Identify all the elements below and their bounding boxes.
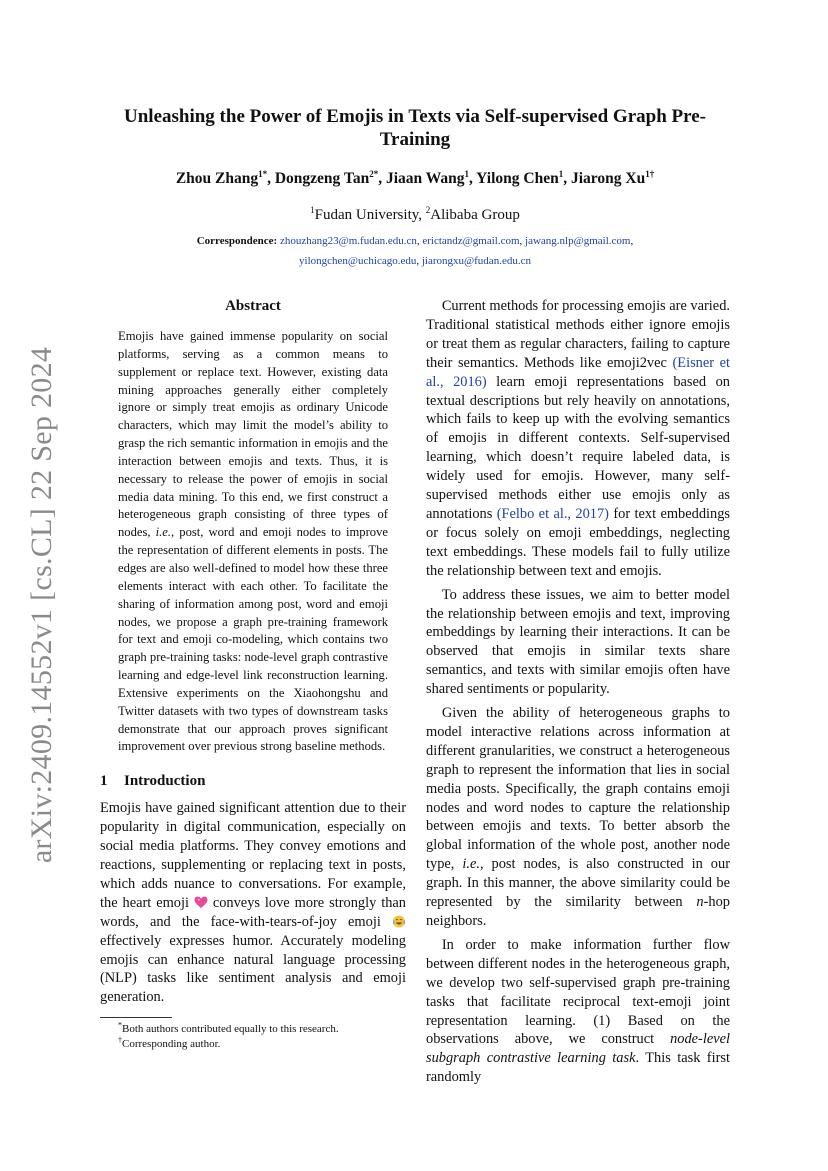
citation-link[interactable]: (Eisner et al., 2016) bbox=[426, 354, 730, 390]
affil-mark: 2 bbox=[425, 205, 431, 215]
body-paragraph: To address these issues, we aim to better model the relationship between emojis and text, improving embeddings by learning their interactions. It can be observed that emojis in similar texts share semantics, and texts with similar emojis often have shared sentiments or popularity. bbox=[426, 586, 730, 698]
footnote: *Both authors contributed equally to this research. bbox=[118, 1020, 339, 1036]
email-link[interactable]: jawang.nlp@gmail.com bbox=[525, 235, 631, 247]
correspondence-label: Correspondence: bbox=[196, 235, 278, 247]
author-mark: 2* bbox=[369, 168, 379, 179]
footnote: †Corresponding author. bbox=[118, 1035, 221, 1051]
left-column bbox=[100, 297, 406, 1052]
abstract-text: Emojis have gained immense popularity on social platforms, serving as a common means to supplement or replace text. However, existing data mining approaches generally either completely ignore or simply treat emojis as ordinary Unicode characters, which may limit the model’s ability to grasp the rich semantic information in emojis and the interaction between emojis and texts. Thus, it is necessary to release the power of emojis in social media data mining. To this end, we first construct a heterogeneous graph consisting of three types of nodes, i.e., post, word and emoji nodes to improve the representation of different elements in posts. The edges are also well-defined to model how these three elements interact with each other. To facilitate the sharing of information among post, word and emoji nodes, we propose a graph pre-training framework for text and emoji co-modeling, which contains two graph pre-training tasks: node-level graph contrastive learning and edge-level link reconstruction learning. Extensive experiments on the Xiaohongshu and Twitter datasets with two types of downstream tasks demonstrate that our approach proves significant improvement over previous strong baseline methods. bbox=[118, 329, 388, 754]
author-name: Dongzeng Tan bbox=[274, 170, 370, 187]
body-paragraph: In order to make information further flow between different nodes in the heterogeneous graph, we develop two self-supervised graph pre-training tasks that facilitate reciprocal text-emoji joint representation learning. (1) Based on the observations above, we construct node-level subgraph contrastive learning task. This task first randomly bbox=[426, 936, 730, 1086]
section-heading: 1 Introduction bbox=[100, 773, 206, 790]
author-mark: 1 bbox=[464, 168, 469, 179]
arxiv-id: arXiv:2409.14552v1 [cs.CL] 22 Sep 2024 bbox=[25, 346, 58, 864]
email-link[interactable]: erictandz@gmail.com bbox=[422, 235, 520, 247]
intro-paragraph: Emojis have gained significant attention due to their popularity in digital communication, especially on social media platforms. They convey emotions and reactions, supplementing or replacing text in posts, which adds nuance to conversations. For example, the heart emoji conveys love more strongly than words, and the face-with-tears-of-joy emoji effectively expresses humor. Accurately modeling emojis can enhance natural language processing (NLP) tasks like sentiment analysis and emoji generation. bbox=[100, 800, 406, 1006]
footnote-rule bbox=[100, 1017, 172, 1018]
author-mark: 1* bbox=[258, 168, 268, 179]
email-link[interactable]: jiarongxu@fudan.edu.cn bbox=[421, 255, 531, 267]
paper-title: Unleashing the Power of Emojis in Texts via Self-supervised Graph Pre-Training bbox=[124, 106, 706, 150]
affiliation: Fudan University bbox=[314, 207, 419, 223]
abstract-heading: Abstract bbox=[225, 298, 281, 314]
affiliations: $^1$Fudan University, $^2$Alibaba Group bbox=[310, 205, 520, 223]
author-mark: 1† bbox=[645, 168, 655, 179]
right-column bbox=[426, 297, 730, 1087]
correspondence: Correspondence: zhouzhang23@m.fudan.edu.cn, erictandz@gmail.com, jawang.nlp@gmail.com, yilongchen@uchicago.edu, jiarongxu@fudan.edu.cn bbox=[196, 235, 634, 267]
heart-emoji-icon bbox=[194, 896, 208, 909]
arxiv-watermark bbox=[22, 346, 62, 864]
face-with-tears-of-joy-icon bbox=[392, 915, 406, 928]
body-paragraph: Given the ability of heterogeneous graphs to model interactive relations across information at different granularities, we construct a heterogeneous graph to represent the information that lies in social media posts. Specifically, the graph contains emoji nodes and word nodes to capture the relationship between emojis and texts. To better absorb the global information of the whole post, another node type, i.e., post nodes, is also constructed in our graph. In this manner, the above similarity could be represented by the similarity between n-hop neighbors. bbox=[426, 705, 730, 929]
author-name: Jiaan Wang bbox=[385, 170, 465, 187]
email-link[interactable]: zhouzhang23@m.fudan.edu.cn bbox=[279, 235, 417, 247]
email-link[interactable]: yilongchen@uchicago.edu bbox=[299, 255, 417, 267]
affil-mark: 1 bbox=[310, 205, 315, 215]
body-paragraph: Current methods for processing emojis are varied. Traditional statistical methods either ignore emojis or treat them as regular characters, failing to capture their semantics. Methods like emoji2vec (Eisner et al., 2016) learn emoji representations based on textual descriptions but rely heavily on annotations, which fails to keep up with the evolving semantics of emojis in different contexts. Self-supervised learning, which doesn’t require labeled data, is widely used for emojis. However, many self-supervised methods either use emojis only as annotations (Felbo et al., 2017) for text embeddings or focus solely on emoji embeddings, neglecting text embeddings. These models fail to fully utilize the relationship between text and emojis. bbox=[426, 298, 731, 579]
author-list: Zhou Zhang$^{1*}$, Dongzeng Tan$^{2*}$, Jiaan Wang$^1$, Yilong Chen$^1$, Jiarong $Xu^{1\dagger}$ bbox=[175, 168, 655, 187]
author-name: Yilong Chen bbox=[476, 170, 559, 187]
author-mark: 1 bbox=[558, 168, 564, 179]
author-name: Jiarong Xu bbox=[570, 170, 646, 187]
citation-link[interactable]: (Felbo et al., 2017) bbox=[496, 505, 609, 522]
affiliation: Alibaba Group bbox=[430, 207, 520, 223]
author-name: Zhou Zhang bbox=[175, 170, 259, 187]
